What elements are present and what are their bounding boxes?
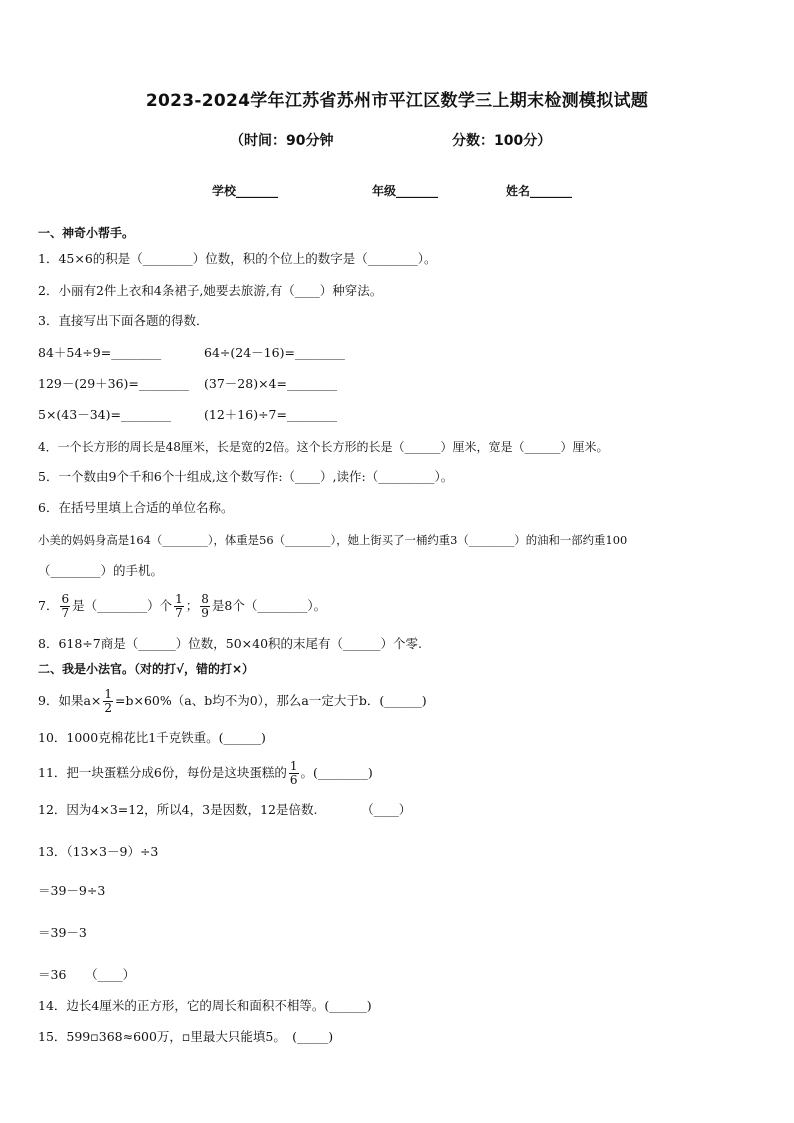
fraction-6-7 [60,593,70,620]
q7-text-1: 是（________）个 [72,598,173,613]
q9-text-1: 9．如果a× [38,693,102,708]
q3-item-3b: (12＋16)÷7=________ [204,407,337,422]
q3-item-1b: 64÷(24－16)=________ [204,345,345,360]
question-5: 5．一个数由9个千和6个十组成,这个数写作:（____）,读作:（_________）。 [38,469,454,484]
question-1: 1．45×6的积是（________）位数，积的个位上的数字是（________）。 [38,251,437,266]
question-13-line-4: ＝36 （____） [38,967,136,982]
question-6: 6．在括号里填上合适的单位名称。 [38,500,234,515]
fraction-denominator: 9 [201,606,209,620]
name-field: 姓名_______ [506,184,573,198]
fraction-denominator: 2 [104,701,113,715]
fraction-1-6 [289,760,299,787]
question-3: 3．直接写出下面各题的得数． [38,313,209,328]
question-2: 2．小丽有2件上衣和4条裙子,她要去旅游,有（____）种穿法。 [38,283,383,298]
question-13-line-2: ＝39－9÷3 [38,883,106,898]
exam-time: （时间：90分钟 [230,133,334,149]
fraction-numerator: 1 [175,592,183,606]
fraction-8-9 [200,593,210,620]
fraction-numerator: 8 [201,592,209,606]
question-7 [38,588,326,624]
question-15: 15．599▫368≈600万，▫里最大只能填5。 (_____) [38,1029,334,1044]
fraction-numerator: 1 [104,687,113,701]
q7-number: 7． [38,598,59,613]
grade-field: 年级_______ [372,184,439,198]
fraction-numerator: 6 [61,592,70,606]
q9-text-2: =b×60%（a、b均不为0），那么a一定大于b．(______) [115,693,427,708]
q3-item-2b: (37－28)×4=________ [204,376,337,391]
q11-text-1: 11．把一块蛋糕分成6份，每份是这块蛋糕的 [38,765,287,780]
question-10: 10．1000克棉花比1千克铁重。(______) [38,730,266,745]
school-field: 学校_______ [212,184,279,198]
fraction-denominator: 7 [61,606,70,620]
q3-item-1a: 84＋54÷9=________ [38,345,162,360]
question-6-line-1: 小美的妈妈身高是164（________），体重是56（________），她上街买了一桶约重3（________）的油和一部约重100 [38,533,628,547]
q3-item-2a: 129－(29＋36)=________ [38,376,189,391]
question-8: 8．618÷7商是（______）位数，50×40积的末尾有（______）个零. [38,636,422,651]
fraction-denominator: 7 [175,606,183,620]
q7-text-2: 是8个（________）。 [211,598,327,613]
page-title: 2023-2024学年江苏省苏州市平江区数学三上期末检测模拟试题 [145,91,649,111]
exam-score: 分数：100分） [452,133,552,149]
fraction-1-2 [103,688,113,715]
question-11 [38,755,373,791]
q7-separator: ； [185,598,199,613]
question-13-line-3: ＝39－3 [38,925,87,940]
fraction-1-7 [174,593,184,620]
question-13-line-1: 13．（13×3－9）÷3 [38,844,159,859]
fraction-numerator: 1 [289,759,298,773]
question-14: 14．边长4厘米的正方形，它的周长和面积不相等。(______) [38,998,372,1013]
question-12: 12．因为4×3=12，所以4，3是因数，12是倍数. （____） [38,802,412,817]
fraction-denominator: 6 [289,773,298,787]
section-2-heading: 二、我是小法官。（对的打√，错的打×） [38,662,255,676]
question-6-line-2: （________）的手机。 [38,563,164,578]
question-9 [38,683,427,719]
q11-text-2: 。(________) [300,765,373,780]
q3-item-3a: 5×(43－34)=________ [38,407,171,422]
question-4: 4．一个长方形的周长是48厘米，长是宽的2倍。这个长方形的长是（______）厘米，宽是（______）厘米。 [38,440,609,454]
section-1-heading: 一、神奇小帮手。 [38,226,135,240]
